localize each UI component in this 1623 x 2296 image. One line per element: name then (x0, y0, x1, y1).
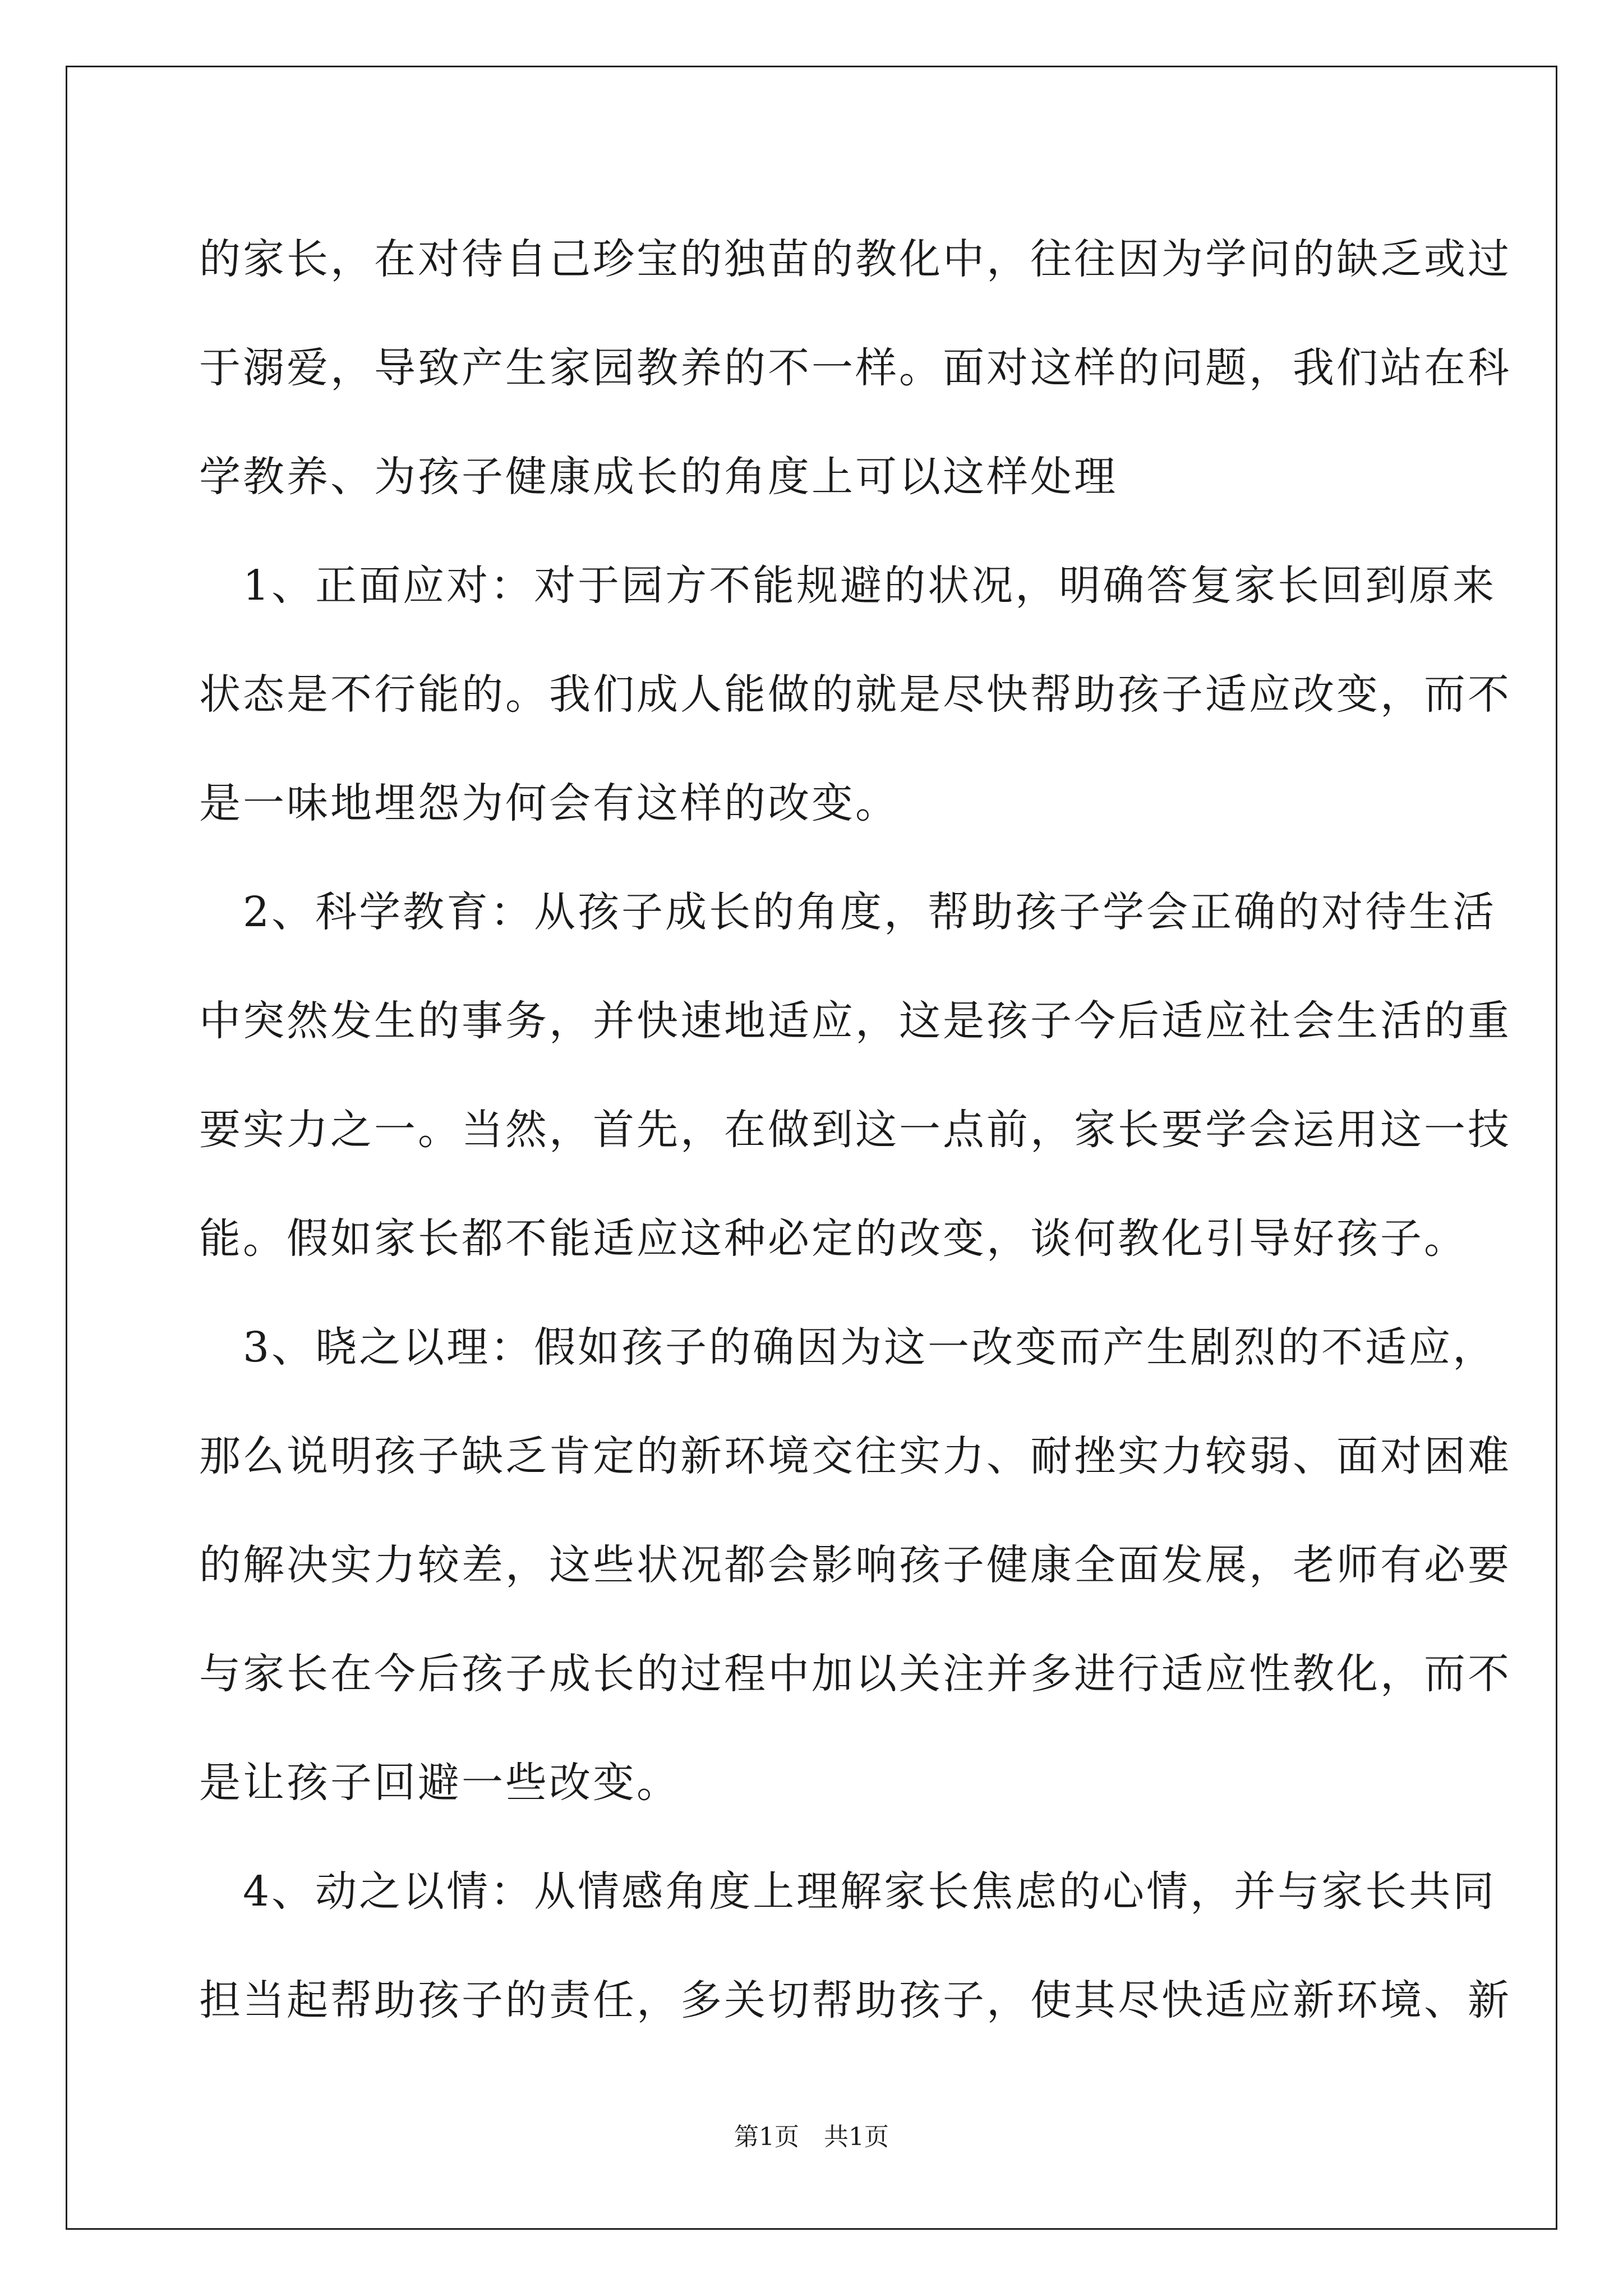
text-line: 1、正面应对：对于园方不能规避的状况，明确答复家长回到原来 (199, 562, 1497, 610)
text-line: 的家长，在对待自己珍宝的独苗的教化中，往往因为学问的缺乏或过 (199, 235, 1511, 283)
text-line: 能。假如家长都不能适应这种必定的改变，谈何教化引导好孩子。 (199, 1214, 1468, 1263)
text-line: 于溺爱，导致产生家园教养的不一样。面对这样的问题，我们站在科 (199, 344, 1511, 392)
text-line: 3、晓之以理：假如孩子的确因为这一改变而产生剧烈的不适应， (199, 1323, 1497, 1372)
text-line: 2、科学教育：从孩子成长的角度，帮助孩子学会正确的对待生活 (199, 888, 1497, 936)
text-line: 4、动之以情：从情感角度上理解家长焦虑的心情，并与家长共同 (199, 1867, 1497, 1916)
text-line: 中突然发生的事务，并快速地适应，这是孩子今后适应社会生活的重 (199, 997, 1511, 1045)
text-line: 与家长在今后孩子成长的过程中加以关注并多进行适应性教化，而不 (199, 1650, 1511, 1698)
document-body (199, 205, 1511, 2055)
page-number-footer: 第1页 共1页 (734, 2123, 889, 2151)
text-line: 的解决实力较差，这些状况都会影响孩子健康全面发展，老师有必要 (199, 1541, 1511, 1589)
text-line: 状态是不行能的。我们成人能做的就是尽快帮助孩子适应改变，而不 (199, 670, 1511, 719)
text-line: 要实力之一。当然，首先，在做到这一点前，家长要学会运用这一技 (199, 1106, 1511, 1154)
text-line: 学教养、为孩子健康成长的角度上可以这样处理 (199, 453, 1118, 501)
text-line: 是让孩子回避一些改变。 (199, 1759, 680, 1807)
text-line: 担当起帮助孩子的责任，多关切帮助孩子，使其尽快适应新环境、新 (199, 1976, 1511, 2024)
text-line: 那么说明孩子缺乏肯定的新环境交往实力、耐挫实力较弱、面对困难 (199, 1432, 1511, 1480)
text-line: 是一味地埋怨为何会有这样的改变。 (199, 779, 899, 827)
